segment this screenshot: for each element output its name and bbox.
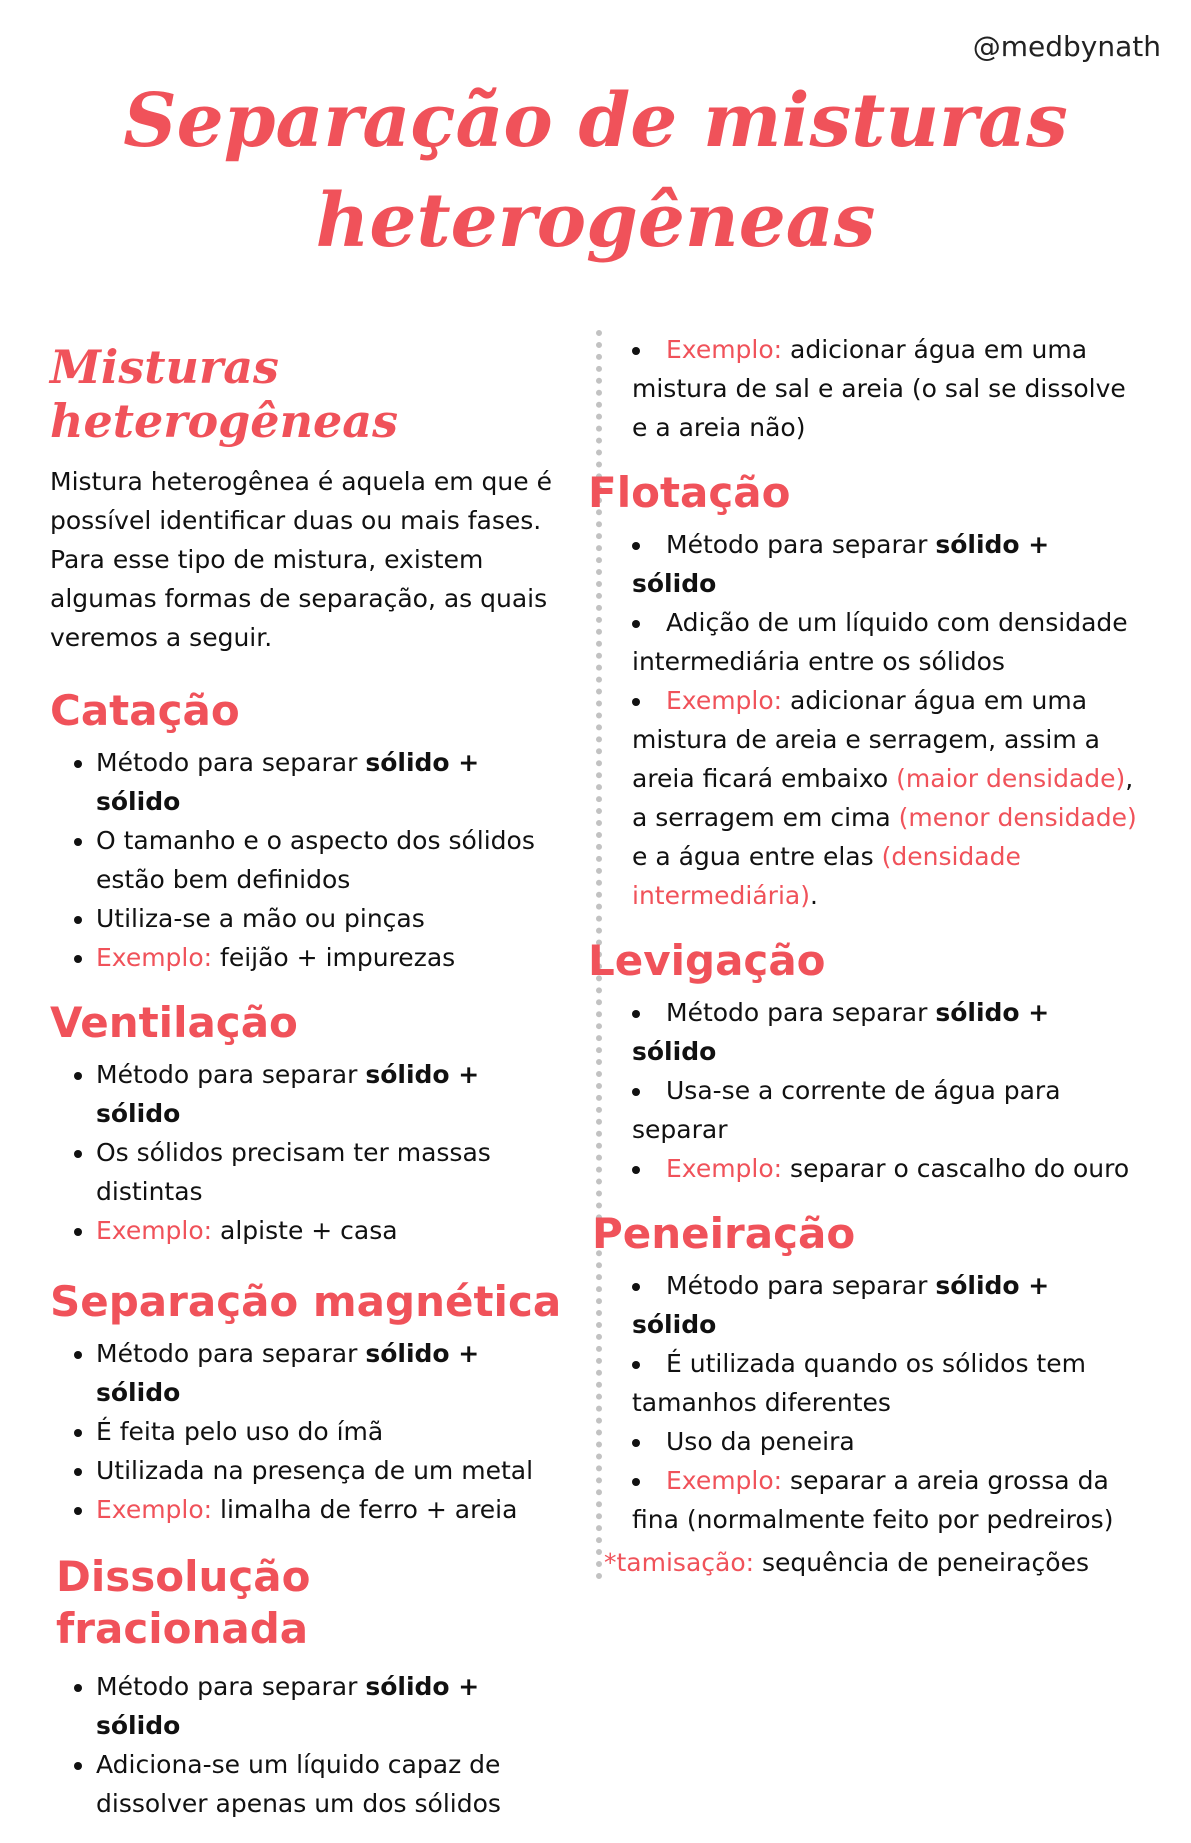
section-title-dissolucao-fracionada: Dissolução fracionada (56, 1552, 311, 1653)
section-title-flotacao: Flotação (588, 468, 791, 517)
list-item (96, 743, 570, 821)
example-label: Exemplo: (666, 686, 783, 715)
peneiracao-list (632, 1266, 1142, 1539)
item-bold: sólido + sólido (632, 1271, 1050, 1339)
example-text: e a água entre elas (632, 842, 882, 871)
example-text: adicionar água em uma mistura de areia e serragem, assim a areia ficará embaixo (632, 686, 1100, 793)
flotacao-list (632, 525, 1142, 915)
tamisacao-note (586, 1543, 1142, 1582)
item-bold: sólido + sólido (96, 1672, 480, 1740)
list-item: • Utiliza-se a mão ou pinças (96, 899, 570, 938)
list-item: • Adição de um líquido com densidade intermediária entre os sólidos (632, 603, 1142, 681)
item-text: Método para separar (666, 998, 936, 1027)
section-title-catacao: Catação (50, 686, 240, 735)
list-item-example (632, 681, 1142, 915)
list-item: • Uso da peneira (632, 1422, 1142, 1461)
example-highlight: (menor densidade) (898, 803, 1137, 832)
catacao-list (50, 743, 570, 977)
list-item (632, 1266, 1142, 1344)
item-text: Método para separar (96, 1672, 366, 1701)
example-highlight: (maior densidade) (896, 764, 1126, 793)
example-text: adicionar água em uma mistura de sal e areia (o sal se dissolve e a areia não) (632, 335, 1126, 442)
list-item-example (96, 938, 570, 977)
page-title-line-2: heterogêneas (315, 178, 876, 264)
item-text: Método para separar (96, 1339, 366, 1368)
list-item: • Usa-se a corrente de água para separar (632, 1071, 1142, 1149)
ventilacao-list (50, 1055, 570, 1250)
author-handle: @medbynath (972, 30, 1161, 63)
page-title-line-1: Separação de misturas (123, 78, 1068, 164)
list-item-example (632, 1461, 1142, 1539)
item-bold: sólido + sólido (96, 748, 480, 816)
list-item (632, 525, 1142, 603)
example-text: , a serragem em cima (632, 764, 1134, 832)
section-title-ventilacao: Ventilação (50, 998, 298, 1047)
dissolucao-example-list (632, 330, 1142, 447)
item-bold: sólido + sólido (632, 998, 1050, 1066)
example-label: Exemplo: (666, 1466, 783, 1495)
list-item-example (96, 1490, 570, 1529)
example-label: Exemplo: (96, 1216, 213, 1245)
list-item-example (96, 1211, 570, 1250)
list-item: • O tamanho e o aspecto dos sólidos estão bem definidos (96, 821, 570, 899)
list-item-example (632, 1149, 1142, 1188)
example-text: feijão + impurezas (212, 943, 456, 972)
example-text: separar o cascalho do ouro (782, 1154, 1130, 1183)
list-item-example (632, 330, 1142, 447)
magnetica-list (50, 1334, 570, 1529)
section-title-separacao-magnetica: Separação magnética (50, 1277, 562, 1326)
list-item: • É utilizada quando os sólidos tem tamanhos diferentes (632, 1344, 1142, 1422)
item-bold: sólido + sólido (96, 1339, 480, 1407)
list-item (96, 1334, 570, 1412)
item-text: Método para separar (666, 1271, 936, 1300)
item-bold: sólido + sólido (96, 1060, 480, 1128)
item-text: Método para separar (666, 530, 936, 559)
note-text: sequência de peneirações (754, 1548, 1089, 1577)
list-item (96, 1055, 570, 1133)
section-title-levigacao: Levigação (588, 936, 826, 985)
dissolucao-list (50, 1667, 570, 1823)
left-column (50, 330, 570, 1843)
note-label: *tamisação: (604, 1548, 755, 1577)
section-title-peneiracao: Peneiração (592, 1209, 856, 1258)
item-text: Método para separar (96, 1060, 366, 1089)
example-text: alpiste + casa (212, 1216, 398, 1245)
example-text: . (809, 881, 818, 910)
example-label: Exemplo: (666, 1154, 783, 1183)
list-item (632, 993, 1142, 1071)
intro-title: Misturas heterogêneas (50, 340, 398, 448)
example-text: limalha de ferro + areia (212, 1495, 518, 1524)
example-label: Exemplo: (96, 943, 213, 972)
list-item: • Os sólidos precisam ter massas distintas (96, 1133, 570, 1211)
list-item: • Utilizada na presença de um metal (96, 1451, 570, 1490)
item-text: Método para separar (96, 748, 366, 777)
intro-text: Mistura heterogênea é aquela em que é possível identificar duas ou mais fases. Para esse tipo de mistura, existem algumas formas de separação, as quais veremos a seguir. (50, 467, 552, 652)
item-bold: sólido + sólido (632, 530, 1050, 598)
right-column (588, 330, 1142, 1582)
example-label: Exemplo: (666, 335, 783, 364)
list-item: • É feita pelo uso do ímã (96, 1412, 570, 1451)
example-highlight: (densidade intermediária) (632, 842, 1021, 910)
list-item: • Adiciona-se um líquido capaz de dissolver apenas um dos sólidos (96, 1745, 570, 1823)
list-item (96, 1667, 570, 1745)
example-text: separar a areia grossa da fina (normalmente feito por pedreiros) (632, 1466, 1114, 1534)
example-label: Exemplo: (96, 1495, 213, 1524)
levigacao-list (632, 993, 1142, 1188)
